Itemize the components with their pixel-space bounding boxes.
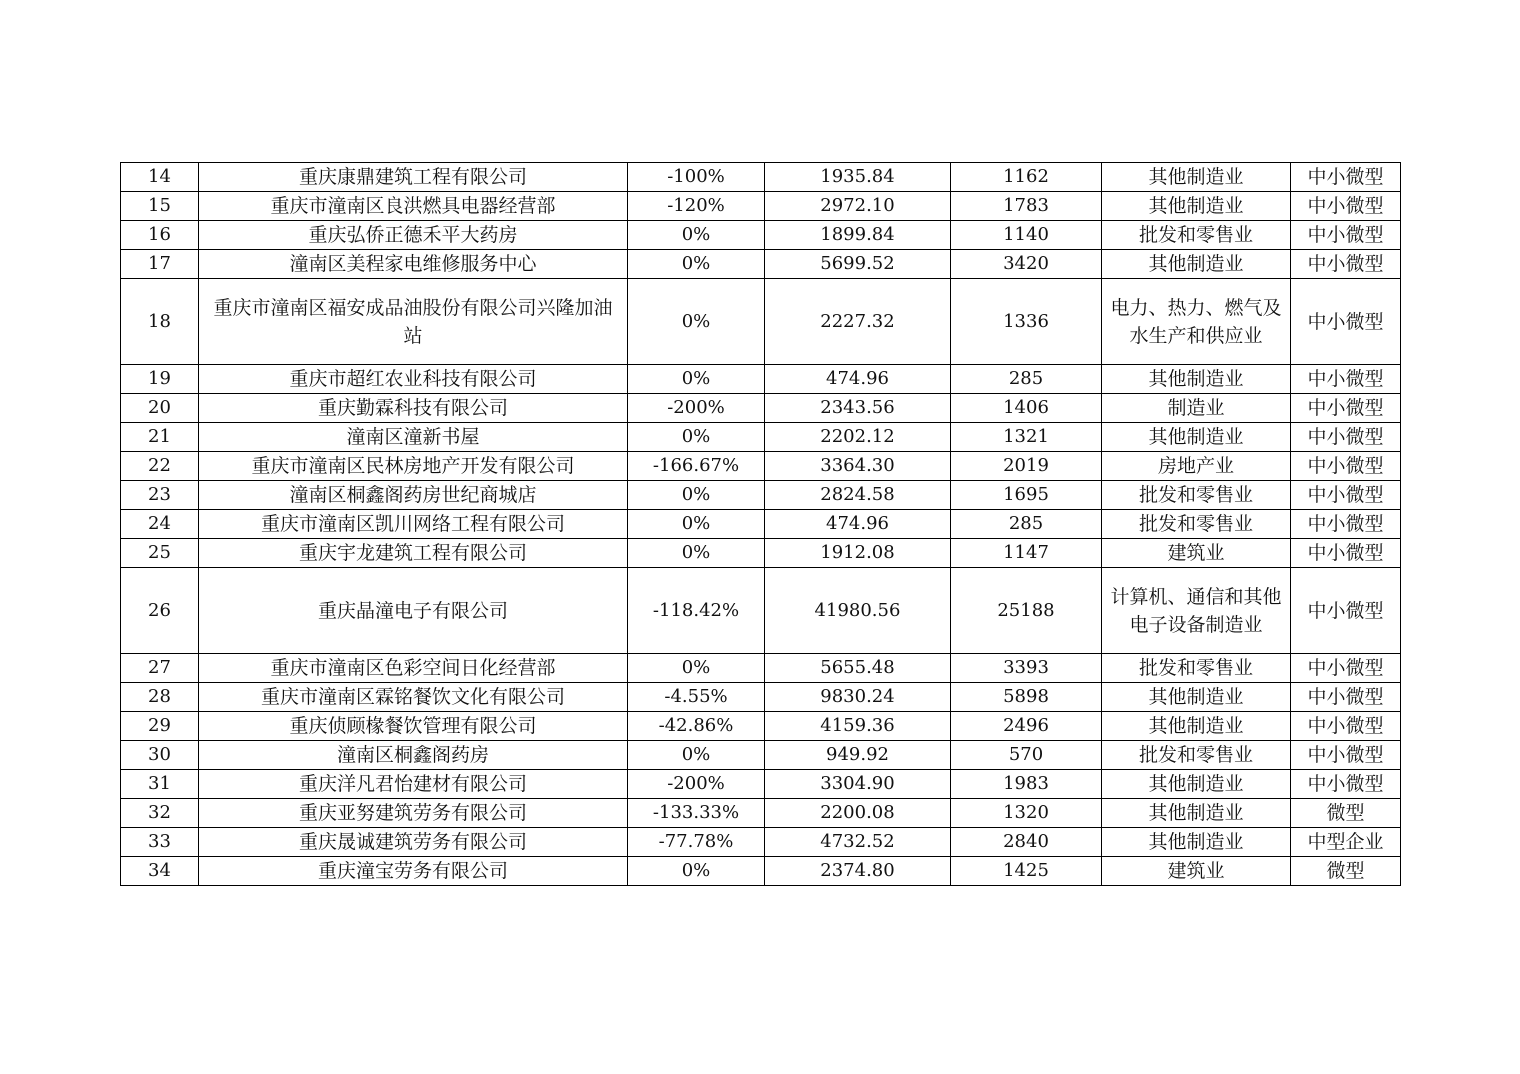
company-name-cell: 重庆市潼南区凯川网络工程有限公司 (199, 510, 628, 539)
company-name-cell: 重庆市潼南区民林房地产开发有限公司 (199, 452, 628, 481)
industry-cell: 其他制造业 (1102, 799, 1291, 828)
ratio-cell: 0% (628, 365, 765, 394)
table-row (121, 539, 1401, 568)
row-number-cell: 29 (121, 712, 199, 741)
count-cell: 2840 (951, 828, 1102, 857)
industry-cell: 其他制造业 (1102, 423, 1291, 452)
count-cell: 25188 (951, 568, 1102, 654)
table-row (121, 365, 1401, 394)
company-name-cell: 重庆弘侨正德禾平大药房 (199, 221, 628, 250)
company-name-cell: 重庆侦顾椽餐饮管理有限公司 (199, 712, 628, 741)
company-name-cell: 重庆市潼南区霖铭餐饮文化有限公司 (199, 683, 628, 712)
scale-cell: 中小微型 (1291, 163, 1401, 192)
scale-cell: 中小微型 (1291, 568, 1401, 654)
row-number-cell: 20 (121, 394, 199, 423)
ratio-cell: -100% (628, 163, 765, 192)
table-row (121, 452, 1401, 481)
row-number-cell: 33 (121, 828, 199, 857)
company-name-cell: 重庆晟诚建筑劳务有限公司 (199, 828, 628, 857)
company-name-cell: 潼南区潼新书屋 (199, 423, 628, 452)
table-row (121, 250, 1401, 279)
table-row (121, 163, 1401, 192)
ratio-cell: 0% (628, 857, 765, 886)
table-row (121, 481, 1401, 510)
value-cell: 3304.90 (765, 770, 951, 799)
industry-cell: 批发和零售业 (1102, 654, 1291, 683)
scale-cell: 中小微型 (1291, 394, 1401, 423)
value-cell: 5655.48 (765, 654, 951, 683)
value-cell: 5699.52 (765, 250, 951, 279)
scale-cell: 中小微型 (1291, 712, 1401, 741)
company-name-cell: 重庆潼宝劳务有限公司 (199, 857, 628, 886)
industry-cell: 其他制造业 (1102, 192, 1291, 221)
count-cell: 1695 (951, 481, 1102, 510)
value-cell: 2202.12 (765, 423, 951, 452)
table-row (121, 741, 1401, 770)
scale-cell: 微型 (1291, 857, 1401, 886)
scale-cell: 中小微型 (1291, 192, 1401, 221)
company-name-cell: 潼南区桐鑫阁药房世纪商城店 (199, 481, 628, 510)
table-row (121, 568, 1401, 654)
scale-cell: 中小微型 (1291, 741, 1401, 770)
ratio-cell: -4.55% (628, 683, 765, 712)
industry-cell: 电力、热力、燃气及水生产和供应业 (1102, 279, 1291, 365)
value-cell: 9830.24 (765, 683, 951, 712)
table-row (121, 712, 1401, 741)
value-cell: 474.96 (765, 510, 951, 539)
count-cell: 1983 (951, 770, 1102, 799)
value-cell: 41980.56 (765, 568, 951, 654)
value-cell: 2374.80 (765, 857, 951, 886)
industry-cell: 制造业 (1102, 394, 1291, 423)
industry-cell: 其他制造业 (1102, 770, 1291, 799)
scale-cell: 中小微型 (1291, 510, 1401, 539)
scale-cell: 中小微型 (1291, 279, 1401, 365)
table-row (121, 423, 1401, 452)
industry-cell: 其他制造业 (1102, 683, 1291, 712)
value-cell: 474.96 (765, 365, 951, 394)
ratio-cell: -42.86% (628, 712, 765, 741)
count-cell: 1321 (951, 423, 1102, 452)
company-name-cell: 重庆晶潼电子有限公司 (199, 568, 628, 654)
count-cell: 2496 (951, 712, 1102, 741)
value-cell: 1912.08 (765, 539, 951, 568)
row-number-cell: 15 (121, 192, 199, 221)
table-row (121, 221, 1401, 250)
company-name-cell: 重庆市潼南区良洪燃具电器经营部 (199, 192, 628, 221)
count-cell: 3393 (951, 654, 1102, 683)
table-body (121, 163, 1401, 886)
ratio-cell: -166.67% (628, 452, 765, 481)
company-name-cell: 重庆康鼎建筑工程有限公司 (199, 163, 628, 192)
table-row (121, 654, 1401, 683)
ratio-cell: -200% (628, 770, 765, 799)
company-name-cell: 潼南区桐鑫阁药房 (199, 741, 628, 770)
industry-cell: 其他制造业 (1102, 365, 1291, 394)
table-row (121, 799, 1401, 828)
ratio-cell: 0% (628, 423, 765, 452)
company-name-cell: 重庆勤霖科技有限公司 (199, 394, 628, 423)
count-cell: 285 (951, 510, 1102, 539)
count-cell: 570 (951, 741, 1102, 770)
row-number-cell: 25 (121, 539, 199, 568)
value-cell: 4732.52 (765, 828, 951, 857)
count-cell: 1147 (951, 539, 1102, 568)
company-name-cell: 重庆宇龙建筑工程有限公司 (199, 539, 628, 568)
ratio-cell: 0% (628, 481, 765, 510)
value-cell: 4159.36 (765, 712, 951, 741)
ratio-cell: -133.33% (628, 799, 765, 828)
scale-cell: 中小微型 (1291, 250, 1401, 279)
ratio-cell: 0% (628, 250, 765, 279)
industry-cell: 批发和零售业 (1102, 510, 1291, 539)
row-number-cell: 17 (121, 250, 199, 279)
scale-cell: 中小微型 (1291, 481, 1401, 510)
value-cell: 2343.56 (765, 394, 951, 423)
count-cell: 1425 (951, 857, 1102, 886)
ratio-cell: -120% (628, 192, 765, 221)
value-cell: 2972.10 (765, 192, 951, 221)
scale-cell: 微型 (1291, 799, 1401, 828)
scale-cell: 中型企业 (1291, 828, 1401, 857)
table-row (121, 770, 1401, 799)
scale-cell: 中小微型 (1291, 221, 1401, 250)
table-row (121, 510, 1401, 539)
row-number-cell: 21 (121, 423, 199, 452)
count-cell: 3420 (951, 250, 1102, 279)
row-number-cell: 27 (121, 654, 199, 683)
industry-cell: 其他制造业 (1102, 163, 1291, 192)
ratio-cell: 0% (628, 510, 765, 539)
table-row (121, 857, 1401, 886)
row-number-cell: 22 (121, 452, 199, 481)
table-row (121, 828, 1401, 857)
industry-cell: 房地产业 (1102, 452, 1291, 481)
company-name-cell: 重庆市超红农业科技有限公司 (199, 365, 628, 394)
industry-cell: 计算机、通信和其他电子设备制造业 (1102, 568, 1291, 654)
row-number-cell: 31 (121, 770, 199, 799)
count-cell: 1162 (951, 163, 1102, 192)
row-number-cell: 30 (121, 741, 199, 770)
row-number-cell: 28 (121, 683, 199, 712)
row-number-cell: 16 (121, 221, 199, 250)
count-cell: 1406 (951, 394, 1102, 423)
company-name-cell: 潼南区美程家电维修服务中心 (199, 250, 628, 279)
count-cell: 1336 (951, 279, 1102, 365)
ratio-cell: 0% (628, 539, 765, 568)
value-cell: 3364.30 (765, 452, 951, 481)
scale-cell: 中小微型 (1291, 423, 1401, 452)
count-cell: 2019 (951, 452, 1102, 481)
ratio-cell: 0% (628, 279, 765, 365)
company-name-cell: 重庆市潼南区色彩空间日化经营部 (199, 654, 628, 683)
scale-cell: 中小微型 (1291, 654, 1401, 683)
scale-cell: 中小微型 (1291, 770, 1401, 799)
value-cell: 2227.32 (765, 279, 951, 365)
enterprise-table (120, 162, 1401, 886)
industry-cell: 批发和零售业 (1102, 481, 1291, 510)
value-cell: 2200.08 (765, 799, 951, 828)
industry-cell: 其他制造业 (1102, 250, 1291, 279)
value-cell: 949.92 (765, 741, 951, 770)
scale-cell: 中小微型 (1291, 539, 1401, 568)
row-number-cell: 26 (121, 568, 199, 654)
row-number-cell: 18 (121, 279, 199, 365)
industry-cell: 其他制造业 (1102, 712, 1291, 741)
value-cell: 2824.58 (765, 481, 951, 510)
count-cell: 5898 (951, 683, 1102, 712)
count-cell: 1140 (951, 221, 1102, 250)
row-number-cell: 34 (121, 857, 199, 886)
row-number-cell: 32 (121, 799, 199, 828)
ratio-cell: 0% (628, 741, 765, 770)
table-row (121, 279, 1401, 365)
industry-cell: 其他制造业 (1102, 828, 1291, 857)
count-cell: 1320 (951, 799, 1102, 828)
scale-cell: 中小微型 (1291, 683, 1401, 712)
row-number-cell: 14 (121, 163, 199, 192)
value-cell: 1935.84 (765, 163, 951, 192)
scale-cell: 中小微型 (1291, 365, 1401, 394)
count-cell: 1783 (951, 192, 1102, 221)
row-number-cell: 19 (121, 365, 199, 394)
company-name-cell: 重庆洋凡君怡建材有限公司 (199, 770, 628, 799)
table-row (121, 394, 1401, 423)
scale-cell: 中小微型 (1291, 452, 1401, 481)
industry-cell: 批发和零售业 (1102, 741, 1291, 770)
ratio-cell: -77.78% (628, 828, 765, 857)
row-number-cell: 24 (121, 510, 199, 539)
ratio-cell: -118.42% (628, 568, 765, 654)
industry-cell: 建筑业 (1102, 857, 1291, 886)
value-cell: 1899.84 (765, 221, 951, 250)
ratio-cell: 0% (628, 221, 765, 250)
industry-cell: 批发和零售业 (1102, 221, 1291, 250)
table-row (121, 192, 1401, 221)
count-cell: 285 (951, 365, 1102, 394)
table-row (121, 683, 1401, 712)
industry-cell: 建筑业 (1102, 539, 1291, 568)
row-number-cell: 23 (121, 481, 199, 510)
company-name-cell: 重庆亚努建筑劳务有限公司 (199, 799, 628, 828)
ratio-cell: 0% (628, 654, 765, 683)
company-name-cell: 重庆市潼南区福安成品油股份有限公司兴隆加油站 (199, 279, 628, 365)
ratio-cell: -200% (628, 394, 765, 423)
